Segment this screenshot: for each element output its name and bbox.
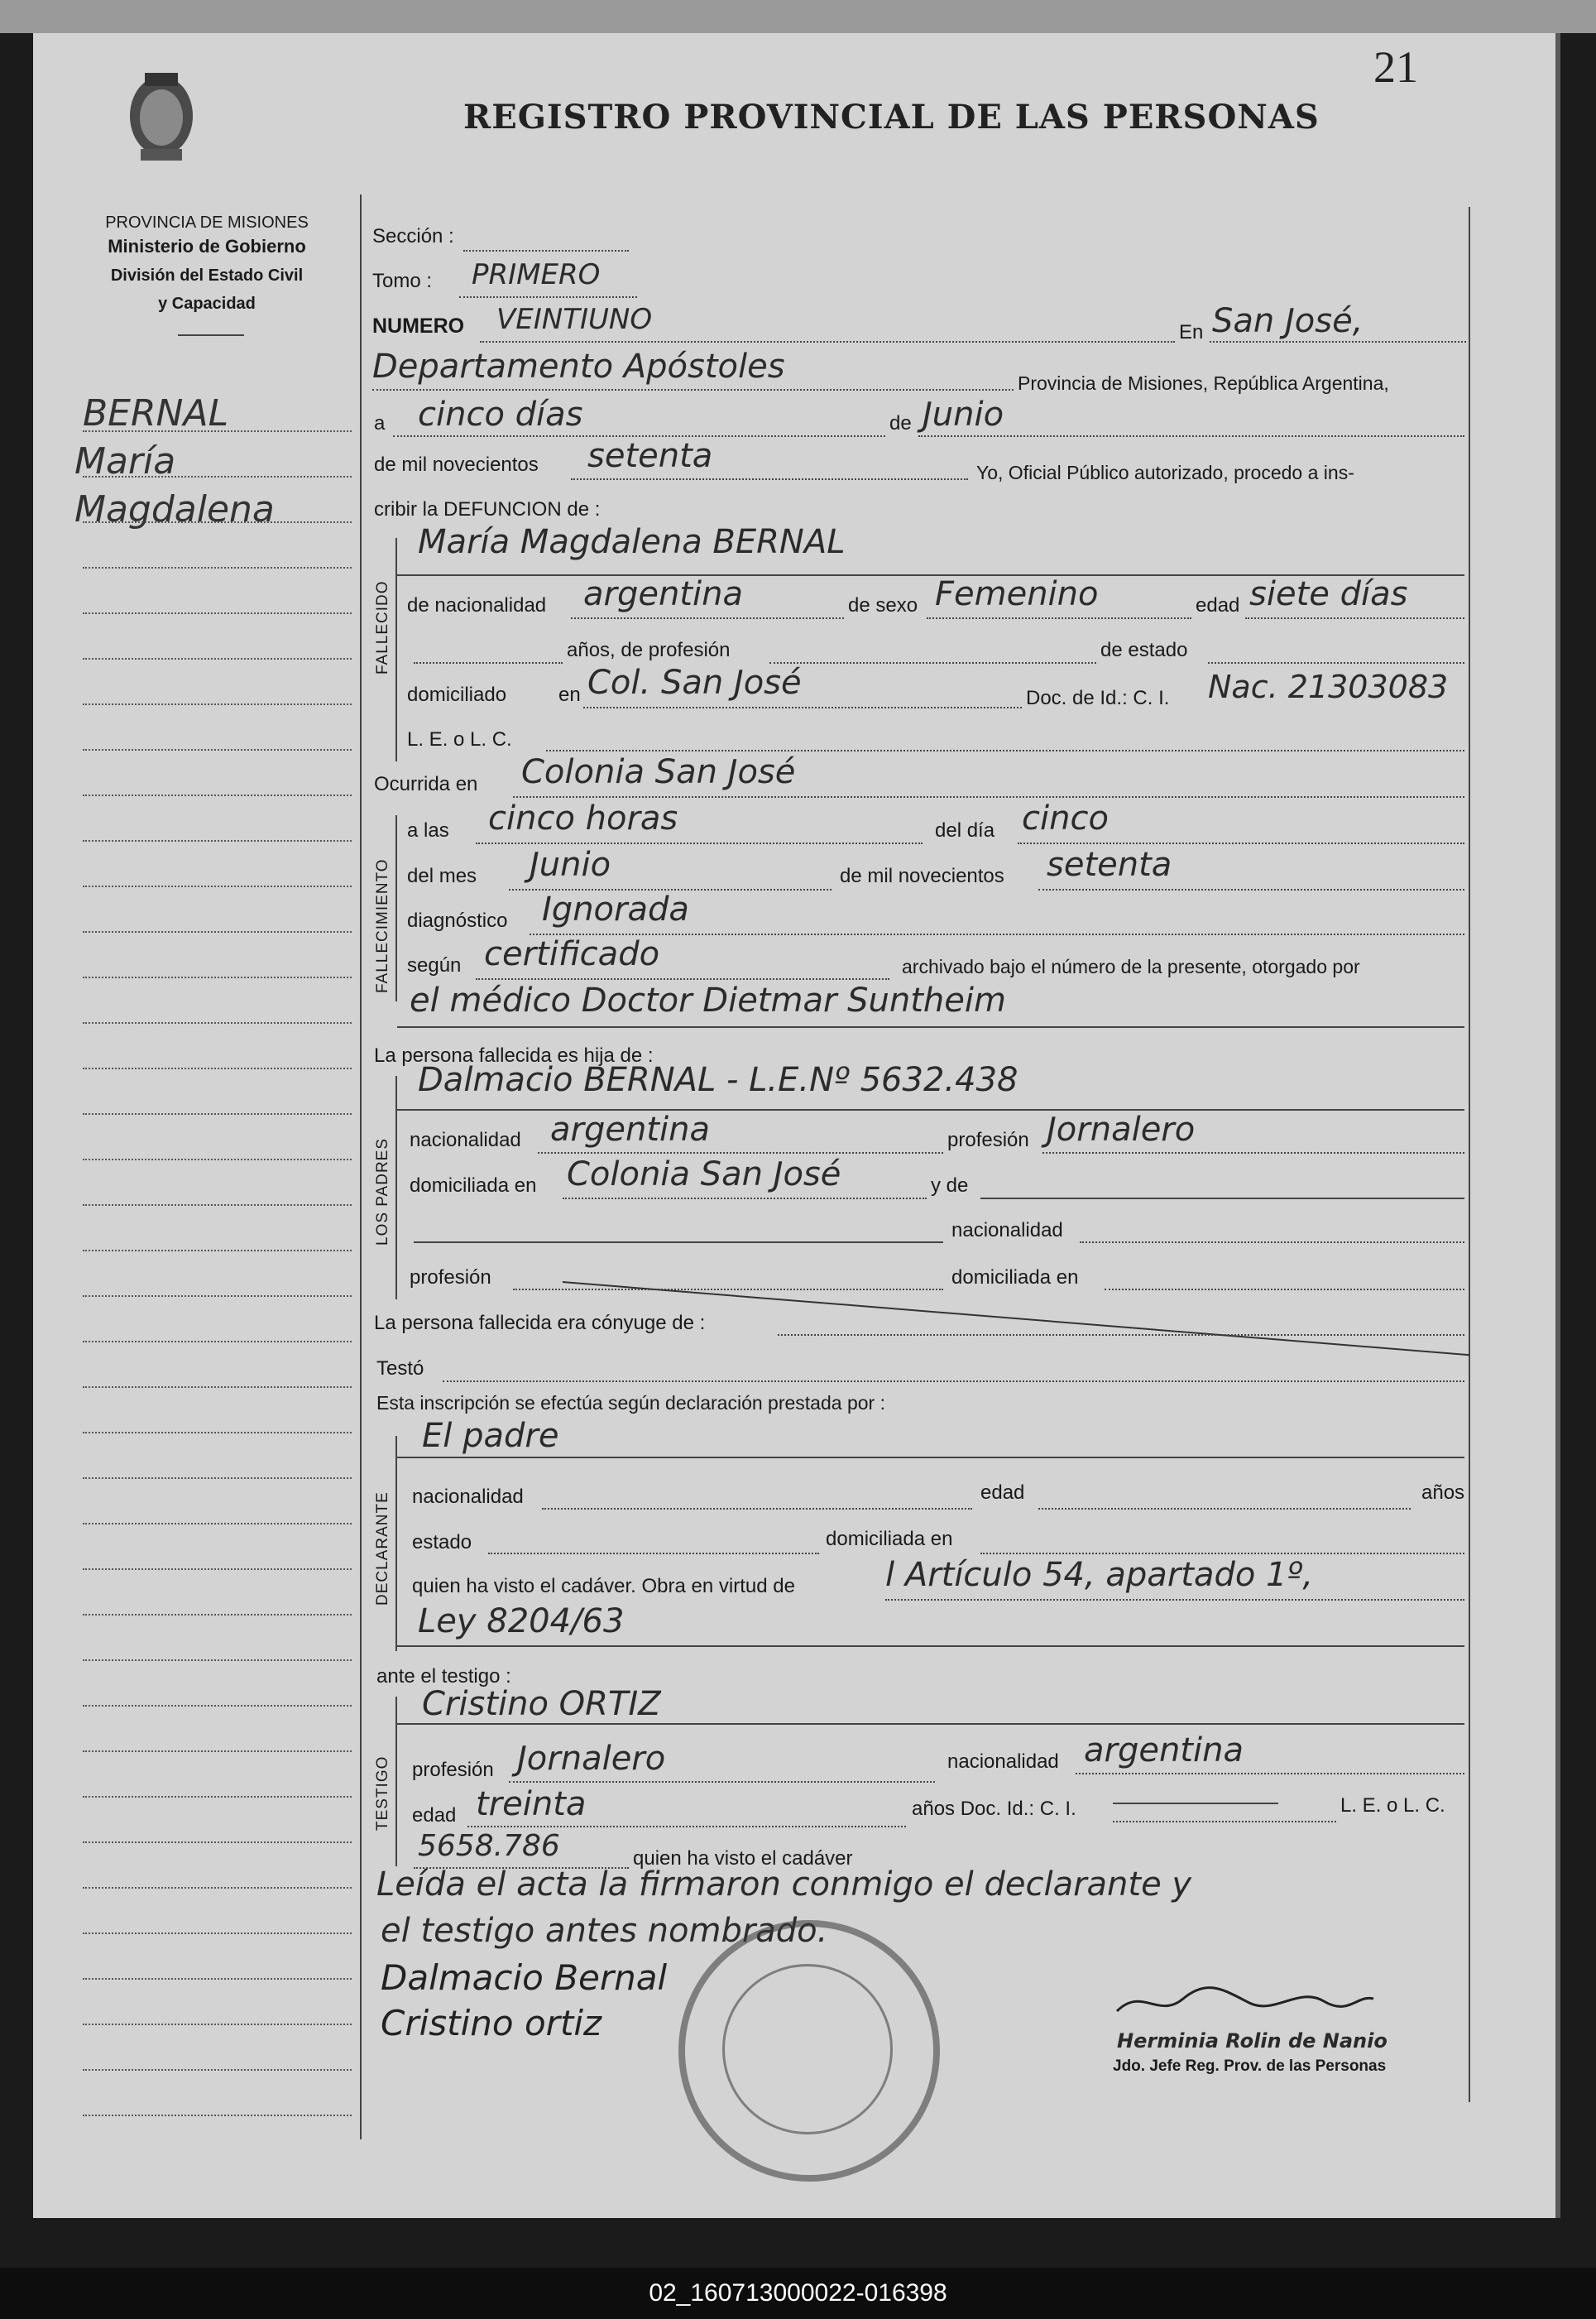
sidebar-rule-line (83, 430, 352, 432)
oficial-signature-scribble (1109, 1978, 1382, 2028)
official-seal (678, 1920, 940, 2182)
sidebar-rule-line (83, 1750, 352, 1752)
testigo-profesion-label: profesión (412, 1759, 494, 1781)
right-rule (1469, 207, 1470, 2102)
sidebar-rule-line (83, 749, 352, 751)
testigo-doc-value: 5658.786 (418, 1829, 560, 1863)
testigo-nacionalidad-value: argentina (1084, 1731, 1244, 1769)
sidebar-rule-line (83, 1159, 352, 1160)
padre-profesion-label: profesión (947, 1129, 1029, 1151)
sidebar-rule-line (83, 886, 352, 887)
padre-nacionalidad-value: argentina (550, 1111, 710, 1149)
edad-value: siete días (1249, 575, 1408, 613)
coat-of-arms-icon (124, 66, 199, 166)
sidebar-rule-line (83, 1705, 352, 1707)
sidebar-rule-line (83, 521, 352, 523)
sidebar-rule-line (83, 931, 352, 933)
section-fallecimiento: FALLECIMIENTO (374, 858, 391, 993)
de-mil-label: de mil novecientos (374, 454, 539, 476)
domicilio-value: Col. San José (587, 664, 802, 702)
doc-blank-dash (1113, 1803, 1278, 1804)
testigo-le-lc-label: L. E. o L. C. (1340, 1794, 1445, 1817)
ocurrida-label: Ocurrida en (374, 773, 478, 795)
sidebar-rule-line (83, 1932, 352, 1934)
sexo-value: Femenino (935, 575, 1099, 613)
declarante-value: El padre (422, 1417, 559, 1455)
numero-value: VEINTIUNO (496, 303, 653, 336)
numero-label: NUMERO (372, 314, 465, 338)
sidebar-rule-line (83, 1068, 352, 1069)
de-mil2-label: de mil novecientos (840, 865, 1004, 887)
testigo-edad-value: treinta (476, 1785, 587, 1823)
sidebar-given-1: María (74, 440, 176, 483)
sidebar-rule-line (83, 1477, 352, 1479)
provincia-label: Provincia de Misiones, República Argentina, (1018, 372, 1389, 394)
visto-cadaver-label: quien ha visto el cadáver. Obra en virtud de (412, 1575, 795, 1597)
testigo-anos-doc-label: años Doc. Id.: C. I. (912, 1798, 1076, 1820)
section-los-padres: LOS PADRES (374, 1137, 391, 1246)
sexo-label: de sexo (848, 594, 918, 617)
padre-value: Dalmacio BERNAL - L.E.Nº 5632.438 (418, 1061, 1018, 1099)
del-mes-label: del mes (407, 865, 477, 887)
testigo-edad-label: edad (412, 1804, 457, 1827)
yo-oficial-label: Yo, Oficial Público autorizado, procedo a ins- (976, 462, 1354, 483)
sidebar-rule-line (83, 1432, 352, 1433)
sidebar-rule-line (83, 1204, 352, 1206)
sidebar-rule-line (83, 1113, 352, 1115)
oficial-title: Jdo. Jefe Reg. Prov. de las Personas (1113, 2057, 1387, 2075)
ley-value: Ley 8204/63 (418, 1602, 625, 1640)
diagnostico-label: diagnóstico (407, 910, 508, 932)
header-capacity: y Capacidad (158, 295, 256, 313)
sidebar-rule-line (83, 795, 352, 796)
sidebar-rule-line (83, 2024, 352, 2025)
image-caption: 02_160713000022-016398 (0, 2268, 1596, 2319)
de-label: de (889, 412, 912, 435)
padre-profesion-value: Jornalero (1047, 1111, 1196, 1149)
nombre-fallecido: María Magdalena BERNAL (418, 523, 846, 561)
domiciliado-label: domiciliado (407, 684, 507, 706)
seccion-label: Sección : (372, 225, 454, 247)
section-testigo: TESTIGO (374, 1755, 391, 1831)
dia-fallecimiento-value: cinco (1022, 799, 1109, 838)
signature-declarante: Dalmacio Bernal (381, 1957, 668, 1998)
cierre-line-2: el testigo antes nombrado. (381, 1912, 828, 1950)
anio-value: setenta (587, 437, 713, 475)
estado-label: de estado (1100, 639, 1188, 661)
hora-value: cinco horas (488, 799, 678, 838)
sidebar-rule-line (83, 658, 352, 660)
sidebar-rule-line (83, 1568, 352, 1570)
section-declarante: DECLARANTE (374, 1491, 391, 1606)
oficial-name: Herminia Rolin de Nanio (1117, 2029, 1388, 2053)
hija-de-label: La persona fallecida es hija de : (374, 1044, 654, 1067)
segun-label: según (407, 954, 462, 977)
sidebar-rule-line (83, 1887, 352, 1889)
archivado-label: archivado bajo el número de la presente, otorgado por (902, 956, 1360, 977)
nacionalidad-value: argentina (583, 575, 743, 613)
inscripcion-label: Esta inscripción se efectúa según declaración prestada por : (376, 1392, 885, 1414)
a-label: a (374, 412, 386, 435)
sidebar-rule-line (83, 2115, 352, 2116)
anos-profesion-label: años, de profesión (567, 639, 731, 661)
cierre-line-1: Leída el acta la firmaron conmigo el declarante y (376, 1865, 1192, 1904)
sidebar-rule-line (83, 977, 352, 978)
testigo-value: Cristino ORTIZ (422, 1685, 661, 1723)
visto-cadaver2-label: quien ha visto el cadáver (633, 1847, 853, 1870)
declarante-nacionalidad-label: nacionalidad (412, 1486, 524, 1508)
testigo-nacionalidad-label: nacionalidad (947, 1750, 1059, 1773)
edad-label: edad (1196, 594, 1240, 617)
top-strip (0, 0, 1596, 33)
sidebar-rule-line (83, 612, 352, 614)
declarante-anos-label: años (1421, 1481, 1465, 1504)
declarante-domicilio-label: domiciliada en (826, 1528, 953, 1550)
sidebar-rule-line (83, 1659, 352, 1661)
mes-fallecimiento-value: Junio (530, 846, 611, 884)
padre-domicilio-value: Colonia San José (567, 1155, 841, 1193)
declarante-edad-label: edad (980, 1481, 1025, 1504)
nacionalidad-label: de nacionalidad (407, 594, 547, 617)
cribir-label: cribir la DEFUNCION de : (374, 498, 601, 521)
mes-value: Junio (923, 396, 1004, 434)
section-fallecido: FALLECIDO (374, 580, 391, 675)
sidebar-rule-line (83, 1022, 352, 1024)
madre-domicilio-label: domiciliada en (951, 1266, 1079, 1289)
madre-profesion-label: profesión (410, 1266, 491, 1289)
signature-testigo: Cristino ortiz (381, 2003, 602, 2043)
departamento-value: Departamento Apóstoles (372, 348, 785, 386)
header-divider (178, 334, 244, 336)
sidebar-surname: BERNAL (83, 392, 229, 435)
le-lc-label: L. E. o L. C. (407, 728, 512, 751)
page-title: REGISTRO PROVINCIAL DE LAS PERSONAS (463, 98, 1320, 137)
header-division: División del Estado Civil (110, 266, 304, 285)
ocurrida-value: Colonia San José (521, 753, 796, 791)
padre-nacionalidad-label: nacionalidad (410, 1129, 521, 1151)
sidebar-rule-line (83, 1295, 352, 1297)
padre-domicilio-label: domiciliada en (410, 1174, 537, 1197)
sidebar-given-2: Magdalena (74, 488, 275, 531)
diagnostico-value: Ignorada (542, 891, 689, 929)
sidebar-rule-line (83, 1386, 352, 1388)
tomo-value: PRIMERO (472, 258, 601, 291)
tomo-label: Tomo : (372, 270, 433, 292)
sidebar-rule-line (83, 1796, 352, 1798)
conyuge-label: La persona fallecida era cónyuge de : (374, 1312, 706, 1334)
dia-value: cinco días (418, 396, 583, 434)
doc-label: Doc. de Id.: C. I. (1026, 687, 1170, 709)
del-dia-label: del día (935, 819, 995, 842)
sidebar-rule-line (83, 567, 352, 569)
sidebar-rule-line (83, 1614, 352, 1616)
testigo-profesion-value: Jornalero (517, 1740, 666, 1778)
sidebar-rule-line (83, 1341, 352, 1342)
declarante-estado-label: estado (412, 1531, 472, 1553)
sidebar-rule-line (83, 2069, 352, 2071)
y-de-label: y de (931, 1174, 969, 1197)
sidebar-rule-line (83, 1841, 352, 1843)
margin-rule (360, 194, 362, 2139)
sidebar-rule-line (83, 703, 352, 705)
anio-fallecimiento-value: setenta (1047, 846, 1172, 884)
sidebar-rule-line (83, 1978, 352, 1980)
domiciliado-suffix: o (495, 684, 507, 706)
ante-testigo-label: ante el testigo : (376, 1665, 511, 1688)
sidebar-rule-line (83, 476, 352, 478)
en-label: En (1179, 321, 1204, 343)
testo-label: Testó (376, 1357, 424, 1380)
a-las-label: a las (407, 819, 449, 842)
sidebar-rule-line (83, 1250, 352, 1251)
en-domicilio-label: en (558, 684, 581, 706)
madre-nacionalidad-label: nacionalidad (951, 1219, 1063, 1241)
segun-value: certificado (484, 935, 660, 973)
en-value: San José, (1212, 302, 1364, 340)
sidebar-rule-line (83, 840, 352, 842)
medico-value: el médico Doctor Dietmar Suntheim (410, 982, 1006, 1020)
doc-value: Nac. 21303083 (1208, 669, 1449, 705)
header-ministry: Ministerio de Gobierno (108, 236, 306, 257)
header-province: PROVINCIA DE MISIONES (105, 214, 309, 232)
sidebar-rule-line (83, 1523, 352, 1524)
page-number: 21 (1373, 42, 1418, 92)
articulo-value: l Artículo 54, apartado 1º, (885, 1556, 1314, 1594)
